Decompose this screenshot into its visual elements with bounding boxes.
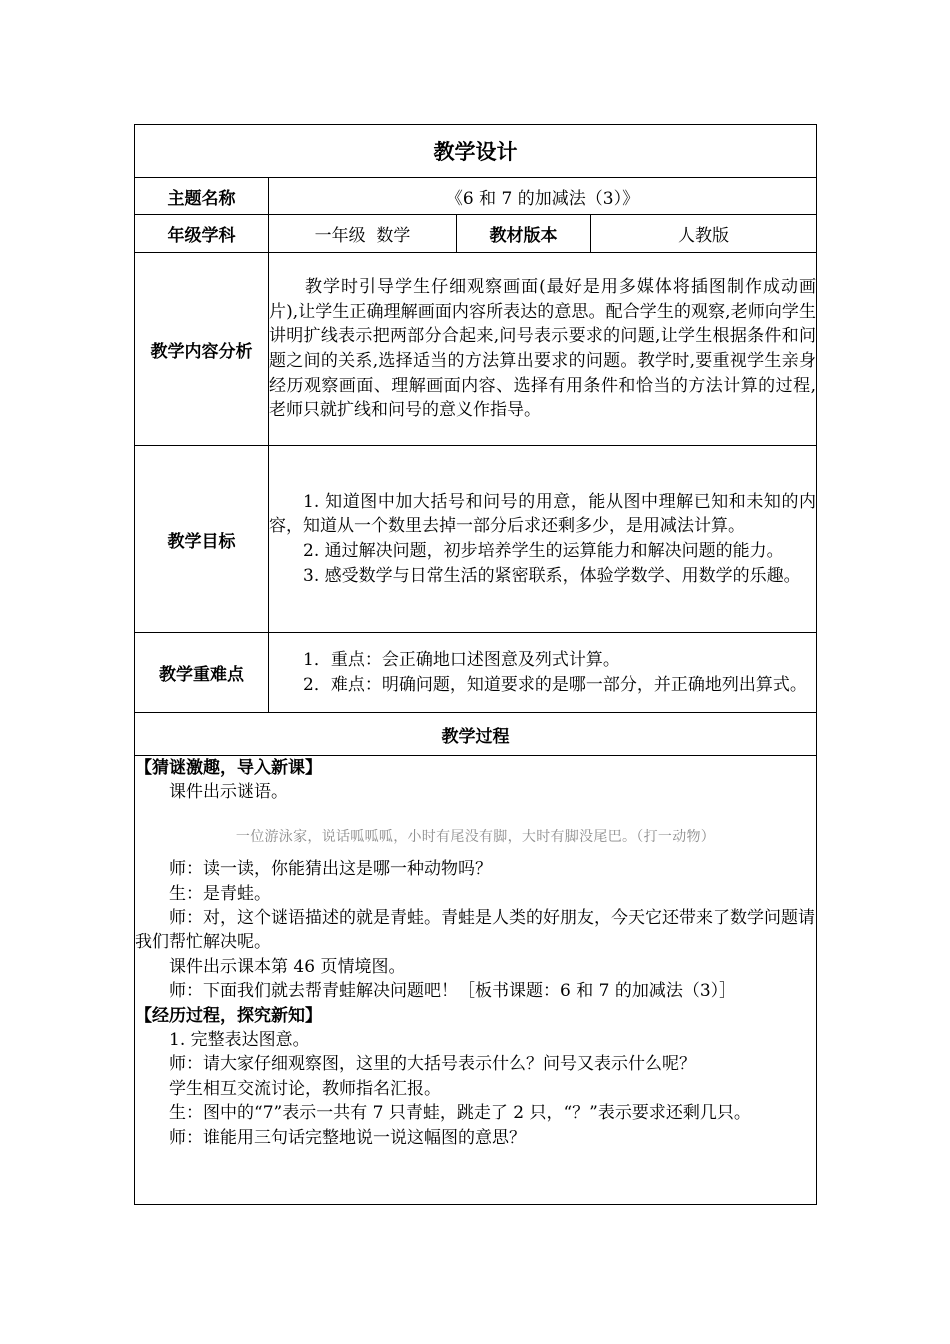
- lesson-plan-table: [134, 124, 817, 1205]
- grade-value: 一年级 数学: [269, 215, 457, 253]
- goals-cell: [269, 446, 817, 633]
- riddle-text: 一位游泳家，说话呱呱呱，小时有尾没有脚，大时有脚没尾巴。（打一动物）: [235, 828, 716, 845]
- process-line: 学生相互交流讨论，教师指名汇报。: [169, 1078, 441, 1099]
- process-line: 生：图中的“7”表示一共有 7 只青蛙，跳走了 2 只，“？”表示要求还剩几只。: [169, 1103, 751, 1124]
- section-title: 【经历过程，探究新知】: [135, 1005, 322, 1026]
- process-line: 课件出示课本第 46 页情境图。: [169, 956, 406, 977]
- grade-label: 年级学科: [135, 215, 269, 253]
- edition-value: 人教版: [591, 215, 817, 253]
- key-points-label: 教学重难点: [135, 633, 269, 713]
- process-line: 师：读一读，你能猜出这是哪一种动物吗？: [169, 859, 492, 880]
- section-title: 【猜谜激趣，导入新课】: [135, 758, 322, 778]
- goal-item: 3. 感受数学与日常生活的紧密联系，体验学数学、用数学的乐趣。: [303, 565, 801, 586]
- analysis-cell: [269, 253, 817, 446]
- process-body: [135, 756, 817, 1205]
- process-line: 1. 完整表达图意。: [169, 1030, 310, 1051]
- topic-label: 主题名称: [135, 178, 269, 215]
- process-line: 师：对，这个谜语描述的就是青蛙。青蛙是人类的好朋友，今天它还带来了数学问题请我们帮忙解决呢。: [135, 908, 815, 953]
- key-point-item: 2．难点：明确问题，知道要求的是哪一部分，并正确地列出算式。: [303, 674, 807, 695]
- process-heading: 教学过程: [135, 713, 817, 756]
- document-page: [134, 124, 816, 1205]
- process-line: 生：是青蛙。: [169, 883, 271, 904]
- process-line: 师：下面我们就去帮青蛙解决问题吧！［板书课题：6 和 7 的加减法（3）］: [169, 981, 737, 1002]
- edition-label: 教材版本: [457, 215, 591, 253]
- process-line: 师：谁能用三句话完整地说一说这幅图的意思？: [169, 1127, 526, 1148]
- goal-item: 2. 通过解决问题，初步培养学生的运算能力和解决问题的能力。: [303, 541, 784, 561]
- analysis-label: 教学内容分析: [135, 253, 269, 446]
- key-point-item: 1．重点：会正确地口述图意及列式计算。: [303, 649, 620, 670]
- goal-item: 1. 知道图中加大括号和问号的用意，能从图中理解已知和未知的内容，知道从一个数里去掉一部分后求还剩多少，是用减法计算。: [269, 491, 816, 537]
- goals-label: 教学目标: [135, 446, 269, 633]
- analysis-text: 教学时引导学生仔细观察画面(最好是用多媒体将插图制作成动画片),让学生正确理解画面内容所表达的意思。配合学生的观察,老师向学生讲明扩线表示把两部分合起来,问号表示要求的问题,让学生根据条件和问题之间的关系,选择适当的方法算出要求的问题。教学时,要重视学生亲身经历观察画面、理解画面内容、选择有用条件和恰当的方法计算的过程,老师只就扩线和问号的意义作指导。: [269, 277, 816, 421]
- topic-value: 《6 和 7 的加减法（3）》: [269, 178, 817, 215]
- key-points-cell: [269, 633, 817, 713]
- document-title: 教学设计: [135, 125, 817, 178]
- process-line: 师：请大家仔细观察图，这里的大括号表示什么？问号又表示什么呢？: [169, 1054, 696, 1075]
- process-line: 课件出示谜语。: [169, 782, 288, 803]
